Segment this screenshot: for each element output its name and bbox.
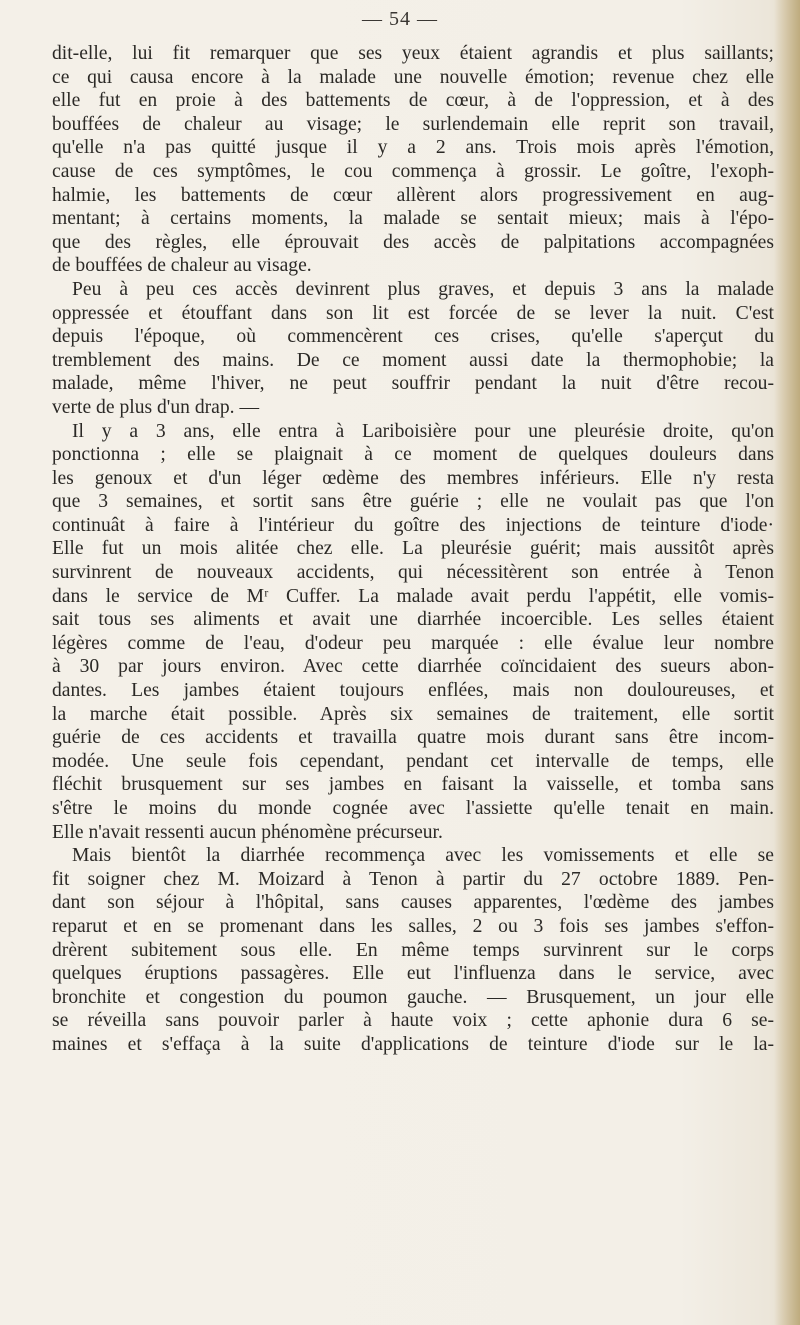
- text-line: bronchite et congestion du poumon gauche. — Brusquement, un jour elle: [52, 986, 774, 1008]
- text-line: à 30 par jours environ. Avec cette diarrhée coïncidaient des sueurs abon-: [52, 656, 774, 678]
- text-line: quelques éruptions passagères. Elle eut l'influenza dans le service, avec: [52, 963, 774, 985]
- text-line: dant son séjour à l'hôpital, sans causes apparentes, l'œdème des jambes: [52, 892, 774, 914]
- text-line: continuât à faire à l'intérieur du goître des injections de teinture d'iode·: [52, 514, 774, 536]
- text-line: sait tous ses aliments et avait une diarrhée incoercible. Les selles étaient: [52, 609, 774, 631]
- text-line: se réveilla sans pouvoir parler à haute voix ; cette aphonie dura 6 se-: [52, 1010, 774, 1032]
- text-line: reparut et en se promenant dans les salles, 2 ou 3 fois ses jambes s'effon-: [52, 915, 774, 937]
- text-line: s'être le moins du monde cognée avec l'assiette qu'elle tenait en main.: [52, 798, 774, 819]
- text-line: oppressée et étouffant dans son lit est forcée de se lever la nuit. C'est: [52, 302, 774, 324]
- text-line: les genoux et d'un léger œdème des membres inférieurs. Elle n'y resta: [52, 467, 774, 489]
- text-line: elle fut en proie à des battements de cœur, à de l'oppression, et à des: [52, 90, 774, 112]
- text-line: Peu à peu ces accès devinrent plus graves, et depuis 3 ans la malade: [72, 278, 774, 300]
- text-line: Il y a 3 ans, elle entra à Lariboisière pour une pleurésie droite, qu'on: [72, 420, 774, 442]
- text-line: fléchit brusquement sur ses jambes en faisant la vaisselle, et tomba sans: [52, 774, 774, 796]
- text-line: halmie, les battements de cœur allèrent alors progressivement en aug-: [52, 184, 774, 206]
- text-line: qu'elle n'a pas quitté jusque il y a 2 ans. Trois mois après l'émotion,: [52, 137, 774, 159]
- text-line: malade, même l'hiver, ne peut souffrir pendant la nuit d'être recou-: [52, 373, 774, 395]
- text-line: la marche était possible. Après six semaines de traitement, elle sortit: [52, 703, 774, 725]
- page-edge-shadow: [774, 0, 800, 1325]
- text-line: survinrent de nouveaux accidents, qui nécessitèrent son entrée à Tenon: [52, 562, 774, 584]
- text-line: guérie de ces accidents et travailla quatre mois durant sans être incom-: [52, 727, 774, 749]
- body-text: [52, 42, 774, 1057]
- text-line: modée. Une seule fois cependant, pendant cet intervalle de temps, elle: [52, 750, 774, 772]
- text-line: drèrent subitement sous elle. En même temps survinrent sur le corps: [52, 939, 774, 961]
- text-line: maines et s'effaça à la suite d'applications de teinture d'iode sur le la-: [52, 1033, 774, 1055]
- text-line: que des règles, elle éprouvait des accès de palpitations accompagnées: [52, 231, 774, 253]
- text-line: ce qui causa encore à la malade une nouvelle émotion; revenue chez elle: [52, 66, 774, 88]
- text-line: dit-elle, lui fit remarquer que ses yeux étaient agrandis et plus saillants;: [52, 43, 774, 64]
- text-line: mentant; à certains moments, la malade se sentait mieux; mais à l'épo-: [52, 208, 774, 230]
- text-line: tremblement des mains. De ce moment aussi date la thermophobie; la: [52, 349, 774, 371]
- text-line: Elle fut un mois alitée chez elle. La pleurésie guérit; mais aussitôt après: [52, 538, 774, 560]
- text-line: verte de plus d'un drap. —: [52, 396, 260, 418]
- text-line: de bouffées de chaleur au visage.: [52, 255, 312, 277]
- text-line: ponctionna ; elle se plaignait à ce moment de quelques douleurs dans: [52, 444, 774, 466]
- text-line: fit soigner chez M. Moizard à Tenon à partir du 27 octobre 1889. Pen-: [52, 868, 774, 890]
- text-line: dantes. Les jambes étaient toujours enflées, mais non douloureuses, et: [52, 680, 774, 702]
- text-line: bouffées de chaleur au visage; le surlendemain elle reprit son travail,: [52, 113, 774, 135]
- text-line: légères comme de l'eau, d'odeur peu marquée : elle évalue leur nombre: [52, 632, 774, 654]
- text-line: depuis l'époque, où commencèrent ces crises, qu'elle s'aperçut du: [52, 326, 774, 348]
- text-line: cause de ces symptômes, le cou commença à grossir. Le goître, l'exoph-: [52, 160, 774, 182]
- text-line: Mais bientôt la diarrhée recommença avec les vomissements et elle se: [72, 845, 774, 867]
- page-number: — 54 —: [362, 8, 438, 30]
- text-line: que 3 semaines, et sortit sans être guérie ; elle ne voulait pas que l'on: [52, 491, 774, 513]
- text-line: dans le service de Mʳ Cuffer. La malade avait perdu l'appétit, elle vomis-: [52, 585, 774, 607]
- text-line: Elle n'avait ressenti aucun phénomène précurseur.: [52, 821, 443, 843]
